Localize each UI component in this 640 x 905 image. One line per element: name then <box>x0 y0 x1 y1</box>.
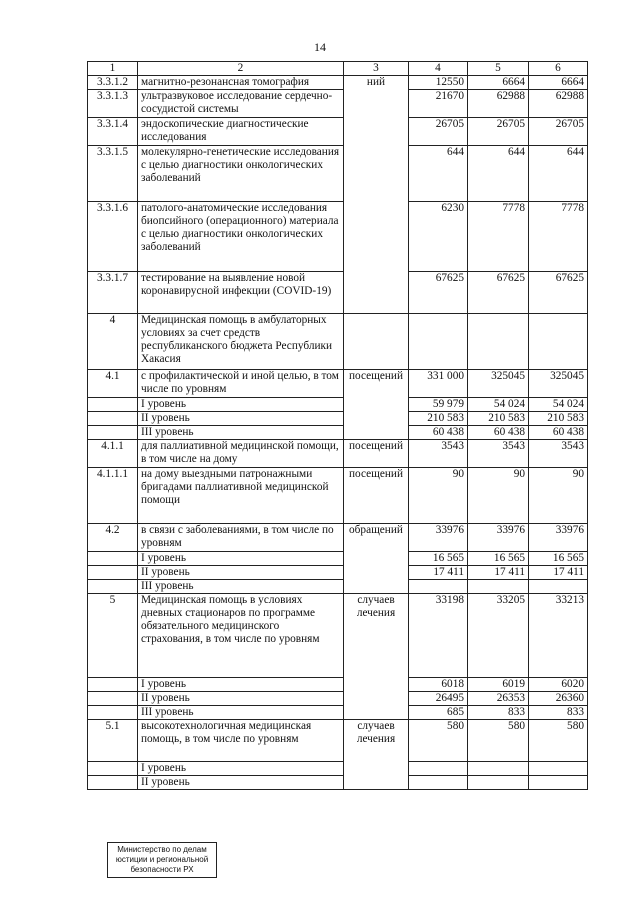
row-unit-cell <box>344 552 409 566</box>
row-name-cell: магнитно-резонансная томография <box>138 76 344 90</box>
table-row <box>88 398 588 412</box>
header-col-4: 4 <box>409 62 468 76</box>
header-col-1: 1 <box>88 62 138 76</box>
row-value-5-cell <box>468 762 529 776</box>
row-code-cell: 5.1 <box>88 720 138 762</box>
row-value-4-cell: 580 <box>409 720 468 762</box>
table-row <box>88 440 588 468</box>
row-unit-cell <box>344 706 409 720</box>
row-value-5-cell: 3543 <box>468 440 529 468</box>
table-row <box>88 776 588 790</box>
row-code-cell <box>88 678 138 692</box>
row-unit-cell: случаев лечения <box>344 594 409 678</box>
row-value-6-cell: 67625 <box>529 272 588 314</box>
row-value-6-cell: 62988 <box>529 90 588 118</box>
row-value-6-cell: 60 438 <box>529 426 588 440</box>
row-name-cell: тестирование на выявление новой коронавирусной инфекции (COVID-19) <box>138 272 344 314</box>
row-name-cell: III уровень <box>138 580 344 594</box>
row-unit-cell: посещений <box>344 440 409 468</box>
row-name-cell: II уровень <box>138 566 344 580</box>
row-value-4-cell: 90 <box>409 468 468 524</box>
row-name-cell: I уровень <box>138 552 344 566</box>
row-name-cell: высокотехнологичная медицинская помощь, в том числе по уровням <box>138 720 344 762</box>
table-row <box>88 426 588 440</box>
row-value-6-cell: 6664 <box>529 76 588 90</box>
row-code-cell <box>88 552 138 566</box>
row-name-cell: II уровень <box>138 412 344 426</box>
row-value-5-cell: 26353 <box>468 692 529 706</box>
row-unit-cell: ний <box>344 76 409 90</box>
row-unit-cell <box>344 118 409 146</box>
row-value-5-cell: 33976 <box>468 524 529 552</box>
row-value-6-cell: 325045 <box>529 370 588 398</box>
row-name-cell: молекулярно-генетические исследования с целью диагностики онкологических заболеваний <box>138 146 344 202</box>
row-name-cell: в связи с заболеваниями, в том числе по уровням <box>138 524 344 552</box>
row-value-5-cell <box>468 314 529 370</box>
table-row <box>88 692 588 706</box>
row-code-cell <box>88 580 138 594</box>
row-value-4-cell: 59 979 <box>409 398 468 412</box>
row-code-cell: 3.3.1.7 <box>88 272 138 314</box>
row-value-5-cell: 90 <box>468 468 529 524</box>
row-value-6-cell: 644 <box>529 146 588 202</box>
row-value-6-cell: 16 565 <box>529 552 588 566</box>
row-value-5-cell: 325045 <box>468 370 529 398</box>
row-value-6-cell: 90 <box>529 468 588 524</box>
stamp-line: юстиции и региональной <box>115 855 209 864</box>
row-value-5-cell: 54 024 <box>468 398 529 412</box>
row-unit-cell: случаев лечения <box>344 720 409 762</box>
row-value-5-cell: 7778 <box>468 202 529 272</box>
table-row <box>88 146 588 202</box>
table-row <box>88 468 588 524</box>
row-value-6-cell: 210 583 <box>529 412 588 426</box>
row-name-cell: I уровень <box>138 398 344 412</box>
row-name-cell: эндоскопические диагностические исследования <box>138 118 344 146</box>
table-row <box>88 524 588 552</box>
row-value-4-cell: 33198 <box>409 594 468 678</box>
row-name-cell: с профилактической и иной целью, в том числе по уровням <box>138 370 344 398</box>
row-code-cell <box>88 762 138 776</box>
row-value-5-cell: 6019 <box>468 678 529 692</box>
row-unit-cell: посещений <box>344 468 409 524</box>
row-code-cell: 3.3.1.5 <box>88 146 138 202</box>
table-row <box>88 720 588 762</box>
volumes-table <box>87 61 588 790</box>
row-value-5-cell: 60 438 <box>468 426 529 440</box>
row-value-5-cell: 16 565 <box>468 552 529 566</box>
stamp-line: Министерство по делам <box>117 845 207 854</box>
row-value-5-cell: 580 <box>468 720 529 762</box>
row-code-cell: 4.1.1.1 <box>88 468 138 524</box>
row-unit-cell <box>344 580 409 594</box>
row-value-5-cell <box>468 776 529 790</box>
row-value-5-cell: 17 411 <box>468 566 529 580</box>
row-value-6-cell: 580 <box>529 720 588 762</box>
row-unit-cell <box>344 412 409 426</box>
row-value-4-cell: 685 <box>409 706 468 720</box>
row-code-cell <box>88 706 138 720</box>
row-value-4-cell: 16 565 <box>409 552 468 566</box>
header-col-6: 6 <box>529 62 588 76</box>
row-code-cell <box>88 412 138 426</box>
table-row <box>88 552 588 566</box>
row-value-4-cell <box>409 762 468 776</box>
row-unit-cell <box>344 314 409 370</box>
row-unit-cell <box>344 566 409 580</box>
table-row <box>88 202 588 272</box>
row-name-cell: I уровень <box>138 678 344 692</box>
row-value-4-cell: 6018 <box>409 678 468 692</box>
registration-stamp <box>107 842 217 878</box>
row-value-4-cell <box>409 776 468 790</box>
table-row <box>88 566 588 580</box>
row-value-6-cell: 6020 <box>529 678 588 692</box>
header-col-2: 2 <box>138 62 344 76</box>
row-unit-cell <box>344 90 409 118</box>
table-header-row <box>88 62 588 76</box>
row-value-5-cell <box>468 580 529 594</box>
row-value-4-cell: 26495 <box>409 692 468 706</box>
row-value-6-cell: 17 411 <box>529 566 588 580</box>
row-value-5-cell: 33205 <box>468 594 529 678</box>
row-unit-cell: посещений <box>344 370 409 398</box>
table-row <box>88 272 588 314</box>
row-value-6-cell: 7778 <box>529 202 588 272</box>
row-unit-cell <box>344 398 409 412</box>
row-value-5-cell: 833 <box>468 706 529 720</box>
table-row <box>88 314 588 370</box>
row-code-cell: 3.3.1.6 <box>88 202 138 272</box>
row-unit-cell <box>344 426 409 440</box>
table-row <box>88 370 588 398</box>
row-unit-cell <box>344 776 409 790</box>
row-name-cell: III уровень <box>138 426 344 440</box>
row-value-6-cell <box>529 762 588 776</box>
row-value-4-cell <box>409 314 468 370</box>
table-row <box>88 118 588 146</box>
table-row <box>88 594 588 678</box>
row-value-4-cell: 210 583 <box>409 412 468 426</box>
row-value-6-cell <box>529 776 588 790</box>
row-name-cell: патолого-анатомические исследования биопсийного (операционного) материала с целью диагностики онкологических заболеваний <box>138 202 344 272</box>
row-unit-cell <box>344 762 409 776</box>
row-value-6-cell: 26360 <box>529 692 588 706</box>
stamp-line: безопасности РХ <box>130 865 194 874</box>
row-unit-cell <box>344 146 409 202</box>
table-row <box>88 90 588 118</box>
row-code-cell: 3.3.1.2 <box>88 76 138 90</box>
row-value-4-cell: 33976 <box>409 524 468 552</box>
row-value-6-cell: 33976 <box>529 524 588 552</box>
row-code-cell <box>88 426 138 440</box>
row-name-cell: Медицинская помощь в условиях дневных стационаров по программе обязательного медицинского страхования, в том числе по уровням <box>138 594 344 678</box>
row-code-cell: 5 <box>88 594 138 678</box>
row-value-5-cell: 644 <box>468 146 529 202</box>
row-code-cell <box>88 692 138 706</box>
row-unit-cell <box>344 202 409 272</box>
row-value-6-cell: 833 <box>529 706 588 720</box>
page-number: 14 <box>314 40 326 54</box>
row-name-cell: ультразвуковое исследование сердечно-сосудистой системы <box>138 90 344 118</box>
row-value-5-cell: 210 583 <box>468 412 529 426</box>
row-name-cell: на дому выездными патронажными бригадами паллиативной медицинской помощи <box>138 468 344 524</box>
row-value-4-cell <box>409 580 468 594</box>
row-code-cell: 4.2 <box>88 524 138 552</box>
row-value-4-cell: 3543 <box>409 440 468 468</box>
row-code-cell <box>88 776 138 790</box>
table-row <box>88 412 588 426</box>
row-unit-cell <box>344 272 409 314</box>
row-value-4-cell: 67625 <box>409 272 468 314</box>
table-row <box>88 580 588 594</box>
header-col-5: 5 <box>468 62 529 76</box>
row-name-cell: для паллиативной медицинской помощи, в том числе на дому <box>138 440 344 468</box>
row-value-5-cell: 6664 <box>468 76 529 90</box>
row-value-4-cell: 17 411 <box>409 566 468 580</box>
table-row <box>88 678 588 692</box>
table-row <box>88 706 588 720</box>
row-value-4-cell: 6230 <box>409 202 468 272</box>
header-col-3: 3 <box>344 62 409 76</box>
row-code-cell: 4.1.1 <box>88 440 138 468</box>
row-value-4-cell: 21670 <box>409 90 468 118</box>
row-value-6-cell <box>529 580 588 594</box>
row-value-5-cell: 26705 <box>468 118 529 146</box>
row-value-6-cell: 3543 <box>529 440 588 468</box>
row-value-6-cell: 54 024 <box>529 398 588 412</box>
table-row <box>88 76 588 90</box>
row-value-5-cell: 67625 <box>468 272 529 314</box>
row-value-4-cell: 644 <box>409 146 468 202</box>
row-value-4-cell: 26705 <box>409 118 468 146</box>
row-code-cell: 3.3.1.3 <box>88 90 138 118</box>
row-name-cell: I уровень <box>138 762 344 776</box>
row-value-4-cell: 331 000 <box>409 370 468 398</box>
row-code-cell: 4.1 <box>88 370 138 398</box>
row-name-cell: Медицинская помощь в амбулаторных условиях за счет средств республиканского бюджета Республики Хакасия <box>138 314 344 370</box>
row-value-4-cell: 60 438 <box>409 426 468 440</box>
row-name-cell: II уровень <box>138 692 344 706</box>
row-value-4-cell: 12550 <box>409 76 468 90</box>
row-value-6-cell <box>529 314 588 370</box>
row-code-cell <box>88 566 138 580</box>
row-name-cell: III уровень <box>138 706 344 720</box>
row-code-cell: 4 <box>88 314 138 370</box>
row-name-cell: II уровень <box>138 776 344 790</box>
row-unit-cell <box>344 692 409 706</box>
row-code-cell <box>88 398 138 412</box>
table-row <box>88 762 588 776</box>
row-unit-cell: обращений <box>344 524 409 552</box>
row-value-6-cell: 33213 <box>529 594 588 678</box>
row-value-6-cell: 26705 <box>529 118 588 146</box>
row-code-cell: 3.3.1.4 <box>88 118 138 146</box>
row-unit-cell <box>344 678 409 692</box>
row-value-5-cell: 62988 <box>468 90 529 118</box>
